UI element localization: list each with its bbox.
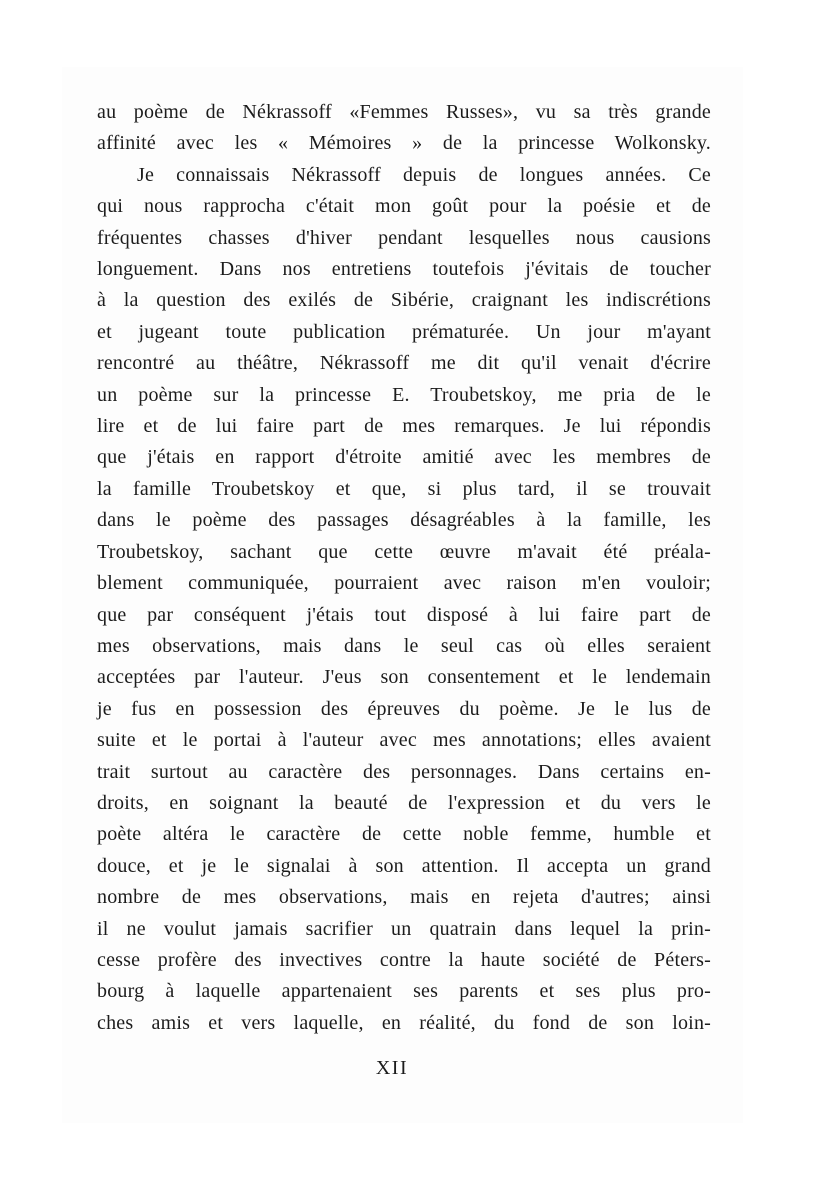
text-line: droits, en soignant la beauté de l'expression et du vers le (97, 791, 711, 814)
text-line: qui nous rapprocha c'était mon goût pour la poésie et de (97, 195, 711, 218)
text-line: trait surtout au caractère des personnages. Dans certains en- (97, 760, 711, 783)
text-line: fréquentes chasses d'hiver pendant lesquelles nous causions (97, 226, 711, 249)
text-line: affinité avec les « Mémoires » de la princesse Wolkonsky. (97, 132, 711, 155)
text-line: acceptées par l'auteur. J'eus son consentement et le lendemain (97, 666, 711, 689)
text-line: lire et de lui faire part de mes remarques. Je lui répondis (97, 415, 711, 438)
text-line: blement communiquée, pourraient avec raison m'en vouloir; (97, 572, 711, 595)
page-number: XII (375, 1057, 409, 1079)
text-line: douce, et je le signalai à son attention. Il accepta un grand (97, 854, 711, 877)
body-text (97, 97, 711, 1039)
text-line: mes observations, mais dans le seul cas où elles seraient (97, 634, 711, 657)
text-line: longuement. Dans nos entretiens toutefois j'évitais de toucher (97, 258, 711, 281)
text-line: nombre de mes observations, mais en rejeta d'autres; ainsi (97, 886, 711, 909)
text-line: rencontré au théâtre, Nékrassoff me dit qu'il venait d'écrire (97, 352, 711, 375)
text-line: bourg à laquelle appartenaient ses parents et ses plus pro- (97, 980, 711, 1003)
text-line: Troubetskoy, sachant que cette œuvre m'avait été préala- (97, 540, 711, 563)
text-line: à la question des exilés de Sibérie, craignant les indiscrétions (97, 289, 711, 312)
text-line: et jugeant toute publication prématurée. Un jour m'ayant (97, 320, 711, 343)
text-line: la famille Troubetskoy et que, si plus tard, il se trouvait (97, 477, 711, 500)
text-line: il ne voulut jamais sacrifier un quatrain dans lequel la prin- (97, 917, 711, 940)
text-line: poète altéra le caractère de cette noble femme, humble et (97, 823, 711, 846)
text-line: au poème de Nékrassoff «Femmes Russes», vu sa très grande (97, 101, 711, 123)
text-line-paragraph-start: Je connaissais Nékrassoff depuis de longues années. Ce (137, 163, 711, 186)
text-line: dans le poème des passages désagréables à la famille, les (97, 509, 711, 532)
text-line: que j'étais en rapport d'étroite amitié avec les membres de (97, 446, 711, 469)
text-line: ches amis et vers laquelle, en réalité, du fond de son loin- (97, 1011, 711, 1034)
text-line: je fus en possession des épreuves du poème. Je le lus de (97, 697, 711, 720)
text-line: un poème sur la princesse E. Troubetskoy, me pria de le (97, 383, 711, 406)
text-line: suite et le portai à l'auteur avec mes annotations; elles avaient (97, 729, 711, 752)
text-line: que par conséquent j'étais tout disposé à lui faire part de (97, 603, 711, 626)
text-line: cesse profère des invectives contre la haute société de Péters- (97, 948, 711, 971)
